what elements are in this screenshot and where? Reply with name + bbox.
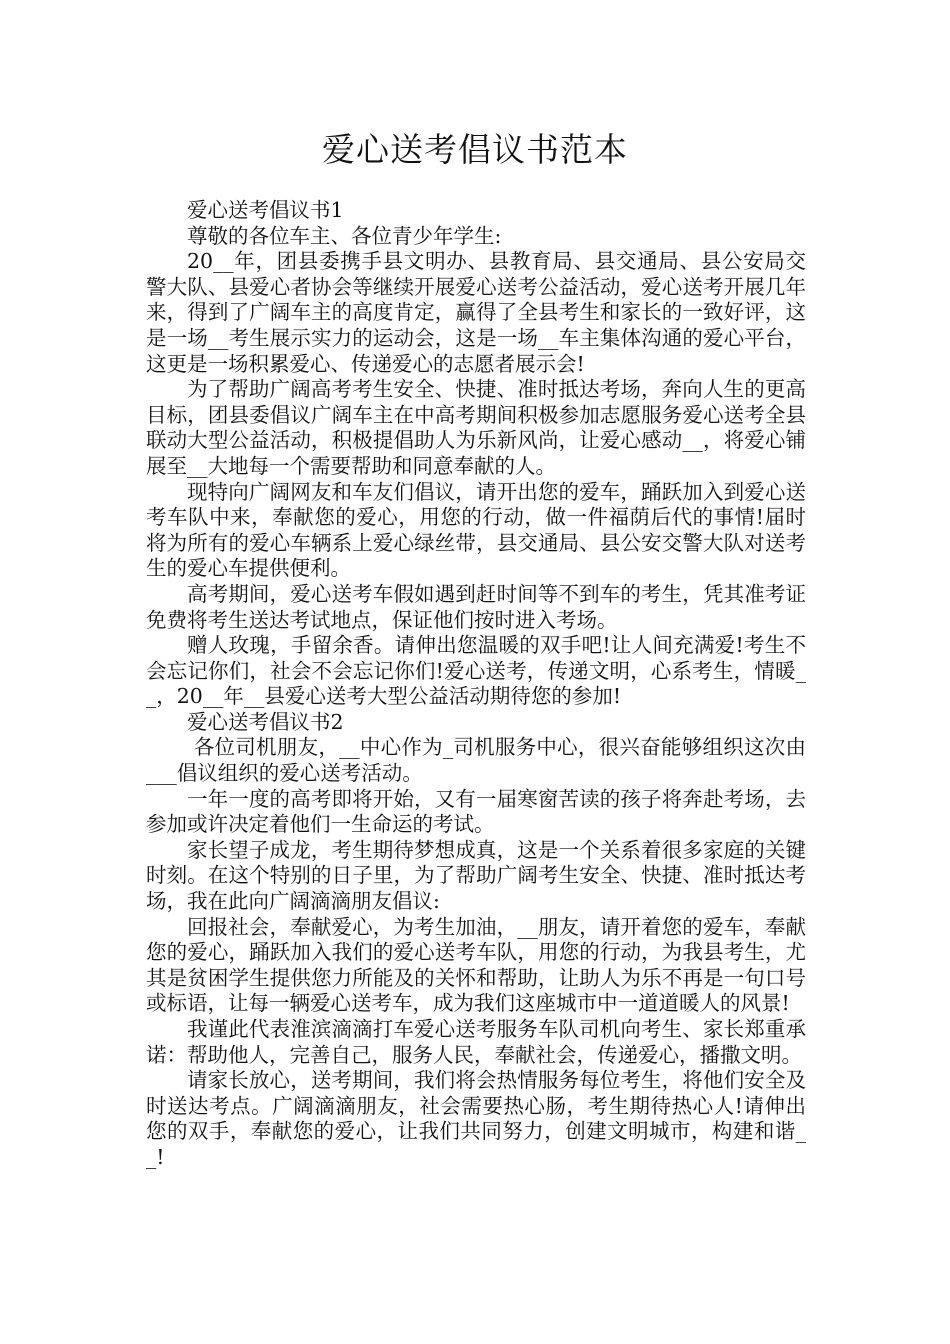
paragraph: 20__年，团县委携手县文明办、县教育局、县交通局、县公安局交警大队、县爱心者协会等继续开展爱心送考公益活动，爱心送考开展几年来，得到了广阔车主的高度肯定，赢得了全县考生和家长的一致好评，这是一场__考生展示实力的运动会，这是一场__车主集体沟通的爱心平台，这更是一场积累爱心、传递爱心的志愿者展示会! [146,249,806,376]
paragraph-salutation-2: 各位司机朋友，__中心作为_司机服务中心，很兴奋能够组织这次由___倡议组织的爱心送考活动。 [146,735,806,786]
paragraph: 家长望子成龙，考生期待梦想成真，这是一个关系着很多家庭的关键时刻。在这个特别的日子里，为了帮助广阔考生安全、快捷、准时抵达考场，我在此向广阔滴滴朋友倡议: [146,837,806,914]
paragraph: 我谨此代表淮滨滴滴打车爱心送考服务车队司机向考生、家长郑重承诺：帮助他人，完善自己，服务人民，奉献社会，传递爱心，播撒文明。 [146,1017,806,1067]
paragraph: 赠人玫瑰，手留余香。请伸出您温暖的双手吧!让人间充满爱!考生不会忘记你们，社会不会忘记你们!爱心送考，传递文明，心系考生，情暖__，20__年__县爱心送考大型公益活动期待您的参加! [146,633,806,709]
paragraph: 为了帮助广阔高考考生安全、快捷、准时抵达考场，奔向人生的更高目标，团县委倡议广阔车主在中高考期间积极参加志愿服务爱心送考全县联动大型公益活动，积极提倡助人为乐新风尚，让爱心感动__，将爱心铺展至__大地每一个需要帮助和同意奉献的人。 [146,377,806,478]
paragraph-heading-1: 爱心送考倡议书1 [187,198,344,222]
document-title: 爱心送考倡议书范本 [322,130,628,169]
document-body [146,198,806,1171]
paragraph: 请家长放心，送考期间，我们将会热情服务每位考生，将他们安全及时送达考点。广阔滴滴朋友，社会需要热心肠，考生期待热心人!请伸出您的双手，奉献您的爱心，让我们共同努力，创建文明城市，构建和谐__! [146,1068,806,1169]
paragraph: 一年一度的高考即将开始，又有一届寒窗苦读的孩子将奔赴考场，去参加或许决定着他们一生命运的考试。 [146,786,806,837]
paragraph-salutation-1: 尊敬的各位车主、各位青少年学生: [187,223,502,248]
paragraph: 现特向广阔网友和车友们倡议，请开出您的爱车，踊跃加入到爱心送考车队中来，奉献您的爱心，用您的行动，做一件福荫后代的事情!届时将为所有的爱心车辆系上爱心绿丝带，县交通局、县公安交警大队对送考生的爱心车提供便利。 [146,479,806,581]
paragraph: 回报社会，奉献爱心，为考生加油，__朋友，请开着您的爱车，奉献您的爱心，踊跃加入我们的爱心送考车队，用您的行动，为我县考生，尤其是贫困学生提供您力所能及的关怀和帮助，让助人为乐不再是一句口号或标语，让每一辆爱心送考车，成为我们这座城市中一道道暖人的风景! [146,914,806,1016]
paragraph-heading-2: 爱心送考倡议书2 [187,709,344,734]
paragraph: 高考期间，爱心送考车假如遇到赶时间等不到车的考生，凭其准考证免费将考生送达考试地点，保证他们按时进入考场。 [146,581,806,632]
